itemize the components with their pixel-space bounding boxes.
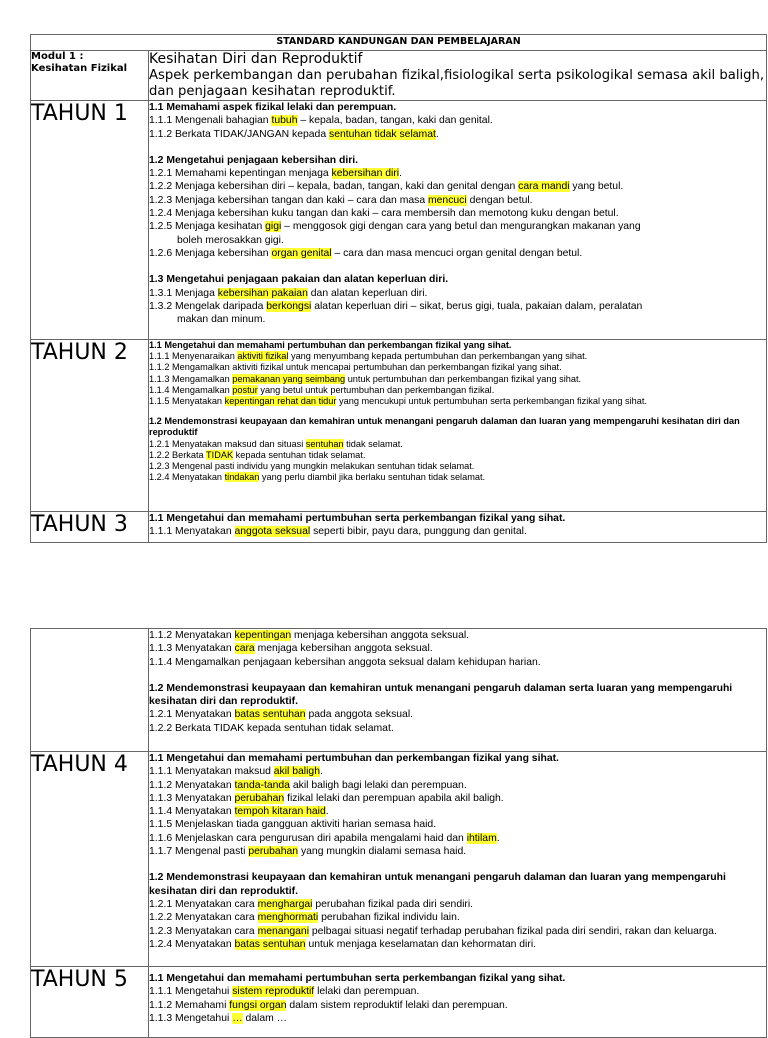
learning-item: 1.2.4 Menyatakan tindakan yang perlu diambil jika berlaku sentuhan tidak selamat. [149,472,486,483]
module-label-line2: Kesihatan Fizikal [31,63,128,74]
tahun-content [149,967,767,1038]
highlighted-term: mencuci [428,194,467,206]
learning-item: 1.2.1 Menyatakan batas sentuhan pada anggota seksual. [149,709,414,721]
spacer [149,141,766,154]
highlighted-term: tubuh [271,115,298,127]
learning-item: 1.2.3 Menjaga kebersihan tangan dan kaki – cara dan masa mencuci dengan betul. [149,194,533,206]
spacer [149,260,766,273]
highlighted-term: sistem reproduktif [232,986,315,998]
learning-item: 1.2.2 Berkata TIDAK kepada sentuhan tidak selamat. [149,449,366,460]
highlighted-term: … [232,1012,243,1024]
module-title: Kesihatan Diri dan Reproduktif [149,51,363,67]
learning-item: 1.1.5 Menjelaskan tiada gangguan aktiviti harian semasa haid. [149,819,437,831]
table-header: STANDARD KANDUNGAN DAN PEMBELAJARAN [31,35,767,51]
learning-item: 1.1.3 Menyatakan cara menjaga kebersihan anggota seksual. [149,643,433,655]
highlighted-term: tanda-tanda [234,779,290,791]
module-description: Aspek perkembangan dan perubahan fizikal,fisiologikal serta psikologikal semasa akil baligh, dan penjagaan kesihatan reproduktif. [149,68,765,99]
highlighted-term: tindakan [224,472,260,483]
tahun-row [31,101,767,340]
highlighted-term: akil baligh [273,766,320,778]
learning-item: 1.2.1 Menyatakan maksud dan situasi sentuhan tidak selamat. [149,438,403,449]
highlighted-term: TIDAK [206,449,234,460]
standard-heading: 1.1 Mengetahui dan memahami pertumbuhan serta perkembangan fizikal yang sihat. [149,513,566,524]
learning-item: 1.2.3 Mengenal pasti individu yang mungkin melakukan sentuhan tidak selamat. [149,461,475,472]
learning-item: 1.1.3 Mengetahui … dalam … [149,1012,288,1024]
learning-item: 1.3.1 Menjaga kebersihan pakaian dan alatan keperluan diri. [149,287,428,299]
learning-item: 1.2.4 Menyatakan batas sentuhan untuk menjaga keselamatan dan kehormatan diri. [149,938,537,950]
learning-item: 1.1.2 Memahami fungsi organ dalam sistem reproduktif lelaki dan perempuan. [149,999,508,1011]
learning-item: 1.1.2 Berkata TIDAK/JANGAN kepada sentuhan tidak selamat. [149,128,439,140]
tahun-label [31,629,149,752]
tahun-label: TAHUN 1 [31,101,149,340]
highlighted-term: sentuhan [305,438,344,449]
module-label [31,51,149,101]
curriculum-table-page-2 [30,628,767,1038]
learning-item: 1.1.3 Mengamalkan pemakanan yang seimbang untuk pertumbuhan dan perkembangan fizikal yang sihat. [149,373,582,384]
learning-item: 1.2.2 Berkata TIDAK kepada sentuhan tidak selamat. [149,722,394,734]
learning-item: 1.2.2 Menjaga kebersihan diri – kepala, badan, tangan, kaki dan genital dengan cara mandi yang betul. [149,181,624,193]
highlighted-term: perubahan [234,792,285,804]
tahun-content [149,101,767,340]
header-row [31,35,767,51]
learning-item: 1.2.3 Menyatakan cara menangani pelbagai situasi negatif terhadap perubahan fizikal pada diri sendiri, rakan dan keluarga. [149,925,717,937]
module-row [31,51,767,101]
standard-heading: 1.1 Mengetahui dan memahami pertumbuhan dan perkembangan fizikal yang sihat. [149,753,559,764]
highlighted-term: anggota seksual [234,526,311,538]
highlighted-term: fungsi organ [229,999,287,1011]
highlighted-term: ihtilam [466,832,497,844]
standard-heading: 1.2 Mendemonstrasi keupayaan dan kemahiran untuk menangani pengaruh dalaman dan luaran yang mempengaruhi kesihatan diri dan reproduktif [149,416,740,438]
spacer [149,858,766,871]
highlighted-term: aktiviti fizikal [237,351,289,362]
tahun-content [149,340,767,512]
learning-item: 1.1.1 Mengetahui sistem reproduktif lelaki dan perempuan. [149,986,420,998]
module-topic [149,51,767,101]
learning-item: 1.2.4 Menjaga kebersihan kuku tangan dan kaki – cara membersih dan memotong kuku dengan betul. [149,208,619,220]
learning-item: 1.1.4 Mengamalkan penjagaan kebersihan anggota seksual dalam kehidupan harian. [149,656,541,668]
standard-heading: 1.3 Mengetahui penjagaan pakaian dan alatan keperluan diri. [149,274,449,286]
tahun-content [149,752,767,967]
learning-item: 1.1.3 Menyatakan perubahan fizikal lelaki dan perempuan apabila akil baligh. [149,792,504,804]
highlighted-term: cara [234,643,255,655]
tahun-row [31,340,767,512]
learning-item: 1.1.1 Mengenali bahagian tubuh – kepala, badan, tangan, kaki dan genital. [149,115,493,127]
highlighted-term: organ genital [271,247,332,259]
highlighted-term: kebersihan diri [331,168,400,180]
tahun-label: TAHUN 3 [31,512,149,543]
highlighted-term: kepentingan rehat dan tidur [224,396,337,407]
highlighted-term: cara mandi [518,181,570,193]
highlighted-term: kepentingan [234,630,292,641]
learning-item: 1.1.1 Menyatakan maksud akil baligh. [149,766,323,778]
highlighted-term: berkongsi [266,300,312,312]
highlighted-term: menghargai [257,898,313,910]
tahun-label: TAHUN 4 [31,752,149,967]
standard-heading: 1.1 Mengetahui dan memahami pertumbuhan dan perkembangan fizikal yang sihat. [149,340,512,350]
learning-item: 1.2.1 Memahami kepentingan menjaga kebersihan diri. [149,168,402,180]
learning-item: 1.1.4 Mengamalkan postur yang betul untuk pertumbuhan dan perkembangan fizikal. [149,384,495,395]
standard-heading: 1.1 Memahami aspek fizikal lelaki dan perempuan. [149,102,397,113]
tahun-row [31,752,767,967]
tahun-label: TAHUN 2 [31,340,149,512]
standard-heading: 1.2 Mendemonstrasi keupayaan dan kemahiran untuk menangani pengaruh dalaman serta luaran yang mempengaruhi kesihatan diri dan reproduktif. [149,682,733,708]
tahun-row [31,967,767,1038]
standard-heading: 1.2 Mengetahui penjagaan kebersihan diri. [149,154,359,166]
learning-item: 1.1.6 Menjelaskan cara pengurusan diri apabila mengalami haid dan ihtilam. [149,832,500,844]
tahun-label: TAHUN 5 [31,967,149,1038]
wrapped-text: makan dan minum. [177,314,266,326]
highlighted-term: gigi [265,221,282,233]
highlighted-term: menangani [257,925,310,937]
highlighted-term: tempoh kitaran haid [234,806,326,818]
learning-item: 1.1.2 Menyatakan kepentingan menjaga kebersihan anggota seksual. [149,630,470,641]
tahun-row [31,629,767,752]
learning-item: 1.1.2 Menyatakan tanda-tanda akil baligh bagi lelaki dan perempuan. [149,779,467,791]
learning-item: 1.1.4 Menyatakan tempoh kitaran haid. [149,806,329,818]
spacer [149,407,766,416]
tahun-content [149,629,767,752]
learning-item: 1.1.7 Mengenal pasti perubahan yang mungkin dialami semasa haid. [149,846,467,858]
highlighted-term: kebersihan pakaian [217,287,308,299]
curriculum-table-page-1 [30,34,767,543]
learning-item: 1.1.1 Menyatakan anggota seksual seperti bibir, payu dara, punggung dan genital. [149,526,527,538]
learning-item: 1.1.1 Menyenaraikan aktiviti fizikal yang menyumbang kepada pertumbuhan dan perkembangan yang sihat. [149,351,588,362]
learning-item: 1.2.1 Menyatakan cara menghargai perubahan fizikal pada diri sendiri. [149,898,474,910]
wrapped-text: boleh merosakkan gigi. [177,234,284,246]
learning-item: 1.2.6 Menjaga kebersihan organ genital – cara dan masa mencuci organ genital dengan betul. [149,247,583,259]
spacer [149,669,766,682]
learning-item: 1.3.2 Mengelak daripada berkongsi alatan keperluan diri – sikat, berus gigi, tuala, pakaian dalam, peralatan makan dan minum. [149,300,766,327]
highlighted-term: menghormati [257,912,319,924]
standard-heading: 1.1 Mengetahui dan memahami pertumbuhan serta perkembangan fizikal yang sihat. [149,973,566,984]
highlighted-term: batas sentuhan [234,938,306,950]
standard-heading: 1.2 Mendemonstrasi keupayaan dan kemahiran untuk menangani pengaruh dalaman dan luaran yang mempengaruhi kesihatan diri dan reproduktif. [149,872,726,897]
highlighted-term: postur [232,384,258,395]
learning-item: 1.1.2 Mengamalkan aktiviti fizikal untuk mencapai pertumbuhan dan perkembangan fizikal yang sihat. [149,362,562,373]
tahun-row [31,512,767,543]
learning-item: 1.2.5 Menjaga kesihatan gigi – menggosok gigi dengan cara yang betul dan mengurangkan makanan yang boleh merosakkan gigi. [149,220,766,247]
highlighted-term: perubahan [248,846,299,858]
highlighted-term: batas sentuhan [234,709,306,721]
learning-item: 1.1.5 Menyatakan kepentingan rehat dan tidur yang mencukupi untuk pertumbuhan serta perkembangan fizikal yang sihat. [149,396,647,407]
learning-item: 1.2.2 Menyatakan cara menghormati perubahan fizikal individu lain. [149,912,460,924]
module-label-line1: Modul 1 : [31,51,84,62]
tahun-content [149,512,767,543]
highlighted-term: sentuhan tidak selamat [329,128,436,140]
highlighted-term: pemakanan yang seimbang [232,373,346,384]
